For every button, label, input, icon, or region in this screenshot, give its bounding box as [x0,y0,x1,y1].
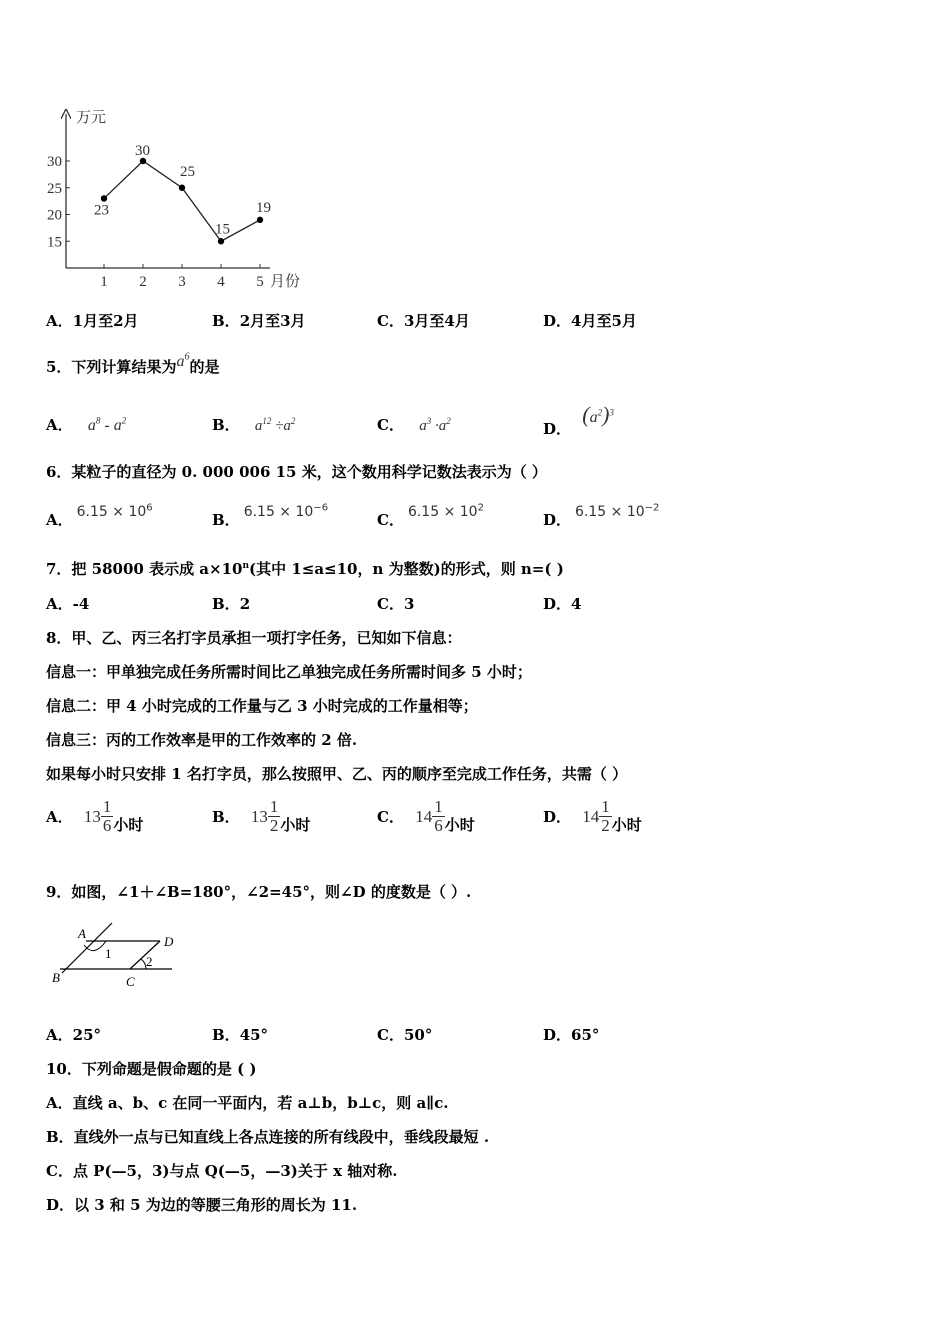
data-label: 23 [94,202,109,219]
q8-info-3: 信息三：丙的工作效率是甲的工作效率的 2 倍. [46,731,358,749]
data-label: 30 [135,143,150,159]
data-point [179,185,185,191]
y-tick-label: 25 [47,180,62,197]
q8-option-d[interactable]: D． 14 $\frac{1}{2}$ 小时 [543,797,642,835]
q9-parallelogram-figure [48,918,188,998]
q8-question: 如果每小时只安排 1 名打字员，那么按照甲、乙、丙的顺序至完成工作任务，共需（ ） [46,765,628,783]
q5-option-a[interactable]: A． $a^8 - a^2$ [46,415,127,434]
q8-stem: 8．甲、乙、丙三名打字员承担一项打字任务，已知如下信息： [46,629,462,647]
q10-stem: 10．下列命题是假命题的是 ( ) [46,1060,257,1078]
x-tick-label: 4 [217,274,225,290]
y-tick-label: 30 [47,154,62,170]
data-label: 25 [180,163,195,180]
label-c: C [126,974,135,989]
q9-option-b[interactable]: B．45° [212,1026,269,1044]
q7-option-b[interactable]: B．2 [212,595,251,613]
q8-option-b[interactable]: B． 13 $\frac{1}{2}$ 小时 [212,797,311,835]
q8-info-1: 信息一：甲单独完成任务所需时间比乙单独完成任务所需时间多 5 小时； [46,663,532,681]
x-tick-label: 2 [139,274,147,290]
q9-option-d[interactable]: D．65° [543,1026,600,1044]
q5-option-b[interactable]: B． $a^{12} \div a^2$ [212,416,296,434]
q5-option-c[interactable]: C． $a^3 \cdot a^2$ [377,416,451,434]
q10-option-c[interactable]: C．点 P(—5，3)与点 Q(—5，—3)关于 x 轴对称. [46,1162,398,1180]
y-tick-label: 20 [47,207,62,224]
label-a: A [78,926,86,941]
x-tick-label: 5 [256,274,264,290]
q10-option-d[interactable]: D．以 3 和 5 为边的等腰三角形的周长为 11. [46,1196,358,1214]
line-chart [40,100,320,300]
x-tick-label: 1 [100,274,108,290]
q6-option-c[interactable]: C． $6.15 \times 10^2$ [377,502,484,529]
q5-option-d[interactable]: D． $(a^2)^3$ [543,402,614,438]
x-axis-label: 月份 [270,274,301,290]
q9-option-a[interactable]: A．25° [46,1026,102,1044]
data-point [257,217,263,223]
q9-option-c[interactable]: C．50° [377,1026,433,1044]
q7-option-a[interactable]: A．-4 [46,595,90,613]
q10-option-a[interactable]: A．直线 a、b、c 在同一平面内，若 a⊥b，b⊥c，则 a∥c. [46,1094,449,1112]
q4-option-c[interactable]: C．3月至4月 [377,312,470,330]
q4-option-b[interactable]: B．2月至3月 [212,312,306,330]
data-label: 19 [256,199,271,216]
data-point [218,238,224,244]
q7-stem: 7．把 58000 表示成 $a\times 10^n$(其中 1≤a≤10，n 为整数)的形式，则 n=( ) [46,560,564,578]
label-angle-2: 2 [146,954,153,969]
q9-stem: 9．如图，∠1＋∠B=180°，∠2=45°，则∠D 的度数是（ ）. [46,883,472,901]
q6-stem: 6．某粒子的直径为 0. 000 006 15 米，这个数用科学记数法表示为（ ） [46,463,547,481]
q7-option-c[interactable]: C．3 [377,595,415,613]
label-angle-1: 1 [105,946,112,961]
q7-option-d[interactable]: D．4 [543,595,582,613]
q8-option-c[interactable]: C． 14 $\frac{1}{6}$ 小时 [377,797,475,835]
q8-info-2: 信息二：甲 4 小时完成的工作量与乙 3 小时完成的工作量相等； [46,697,478,715]
data-label: 15 [215,221,230,238]
x-tick-label: 3 [178,274,186,290]
q5-stem: 5．下列计算结果为$a^6$的是 [46,351,220,376]
q6-option-d[interactable]: D． $6.15 \times 10^{-2}$ [543,502,660,529]
q6-option-b[interactable]: B． $6.15 \times 10^{-6}$ [212,502,329,529]
q4-option-a[interactable]: A．1月至2月 [46,312,139,330]
q8-option-a[interactable]: A． 13 $\frac{1}{6}$ 小时 [46,797,144,835]
q6-option-a[interactable]: A． $6.15 \times 10^6$ [46,502,153,529]
angle-1-arc [84,941,106,951]
q4-option-d[interactable]: D．4月至5月 [543,312,637,330]
y-axis-label: 万元 [76,110,107,126]
label-d: D [164,934,174,949]
data-point [101,195,107,201]
label-b: B [52,970,60,985]
q10-option-b[interactable]: B．直线外一点与已知直线上各点连接的所有线段中，垂线段最短 . [46,1128,490,1146]
y-tick-label: 15 [47,234,62,251]
